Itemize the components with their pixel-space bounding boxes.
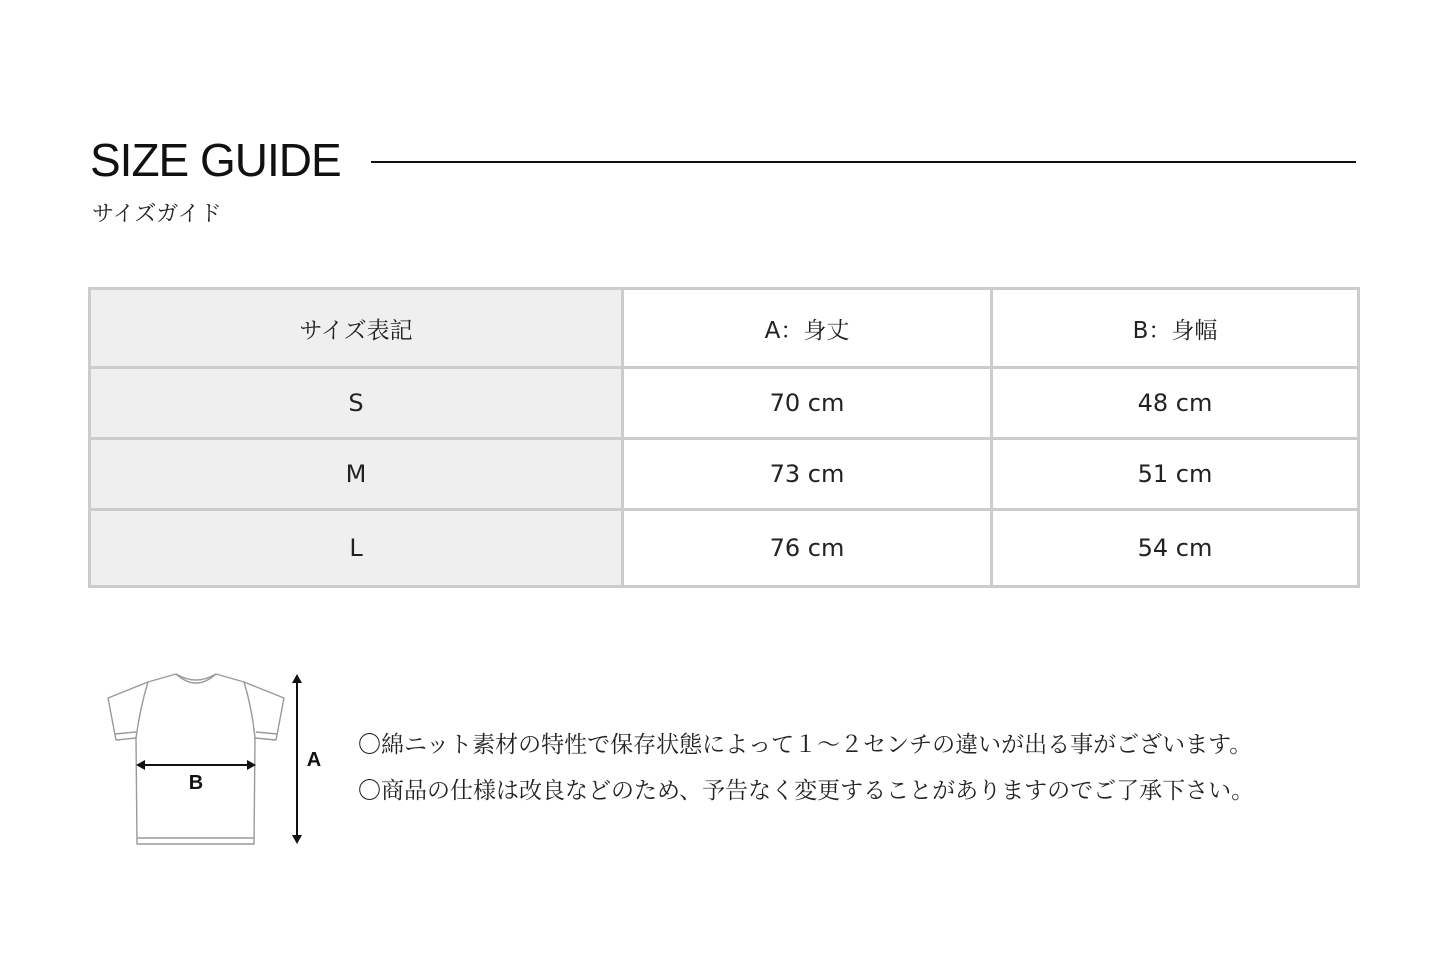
note-line: 〇商品の仕様は改良などのため、予告なく変更することがありますのでご了承下さい。 [358,778,1255,804]
label-b: B [188,772,204,794]
length-cell: 73 cm [623,439,992,510]
width-cell: 48 cm [992,368,1359,439]
size-cell: S [90,368,623,439]
length-cell: 70 cm [623,368,992,439]
page-title: SIZE GUIDE [90,134,341,186]
table-header-row [90,289,1359,368]
label-a: A [306,749,322,771]
length-arrow [292,674,302,844]
width-arrow [136,760,256,770]
table-row [90,439,1359,510]
notes-block [358,722,1254,814]
table-row [90,368,1359,439]
width-cell: 51 cm [992,439,1359,510]
title-divider [371,161,1356,163]
length-cell: 76 cm [623,510,992,587]
note-line: 〇綿ニット素材の特性で保存状態によって１～２センチの違いが出る事がございます。 [358,732,1253,758]
size-cell: M [90,439,623,510]
header-width: B：身幅 [992,289,1359,368]
tshirt-measurement-diagram [100,668,340,852]
header-size-label: サイズ表記 [90,289,623,368]
header-length: A：身丈 [623,289,992,368]
table-row [90,510,1359,587]
size-cell: L [90,510,623,587]
tshirt-outline-icon [108,674,284,844]
width-cell: 54 cm [992,510,1359,587]
size-table [88,287,1360,588]
page-subtitle: サイズガイド [92,202,222,227]
